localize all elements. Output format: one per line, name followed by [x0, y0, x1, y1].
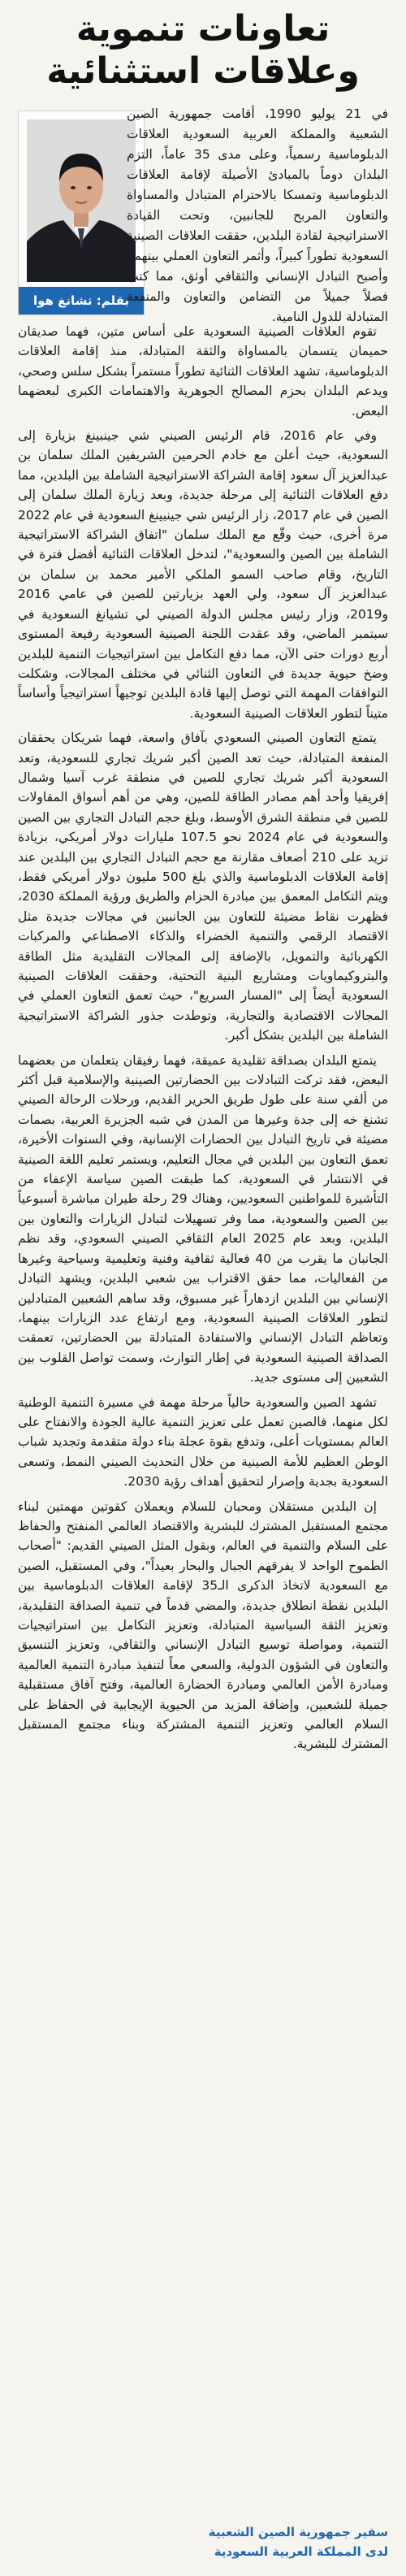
paragraph: يتمتع التعاون الصيني السعودي بآفاق واسعة، فهما شريكان يحققان المنفعة المتبادلة، حيث تعد الصين أكبر شريك تجاري للسعودية، وتعد السعودية أكبر شريك تجاري للصين في منطقة غرب آسيا وشمال إفريقيا وأحد أهم مصادر الطاقة للصين، وهي من أهم أسواق المقاولات للصين في منطقة الشرق الأوسط، وبلغ حجم التبادل التجاري بين الصين والسعودية في عام 2024 نحو 107.5 مليارات دولار أمريكي، بزيادة تزيد على 210 أضعاف مقارنة مع حجم التبادل التجاري بين البلدين عند إقامة العلاقات الدبلوماسية والذي بلغ 500 مليون دولار أمريكي فقط، ويتم التكامل المعمق بين مبادرة الحزام والطريق ورؤية المملكة 2030، فظهرت نقاط مضيئة للتعاون بين الجانبين في مجالات جديدة مثل الاقتصاد الرقمي والتنمية الخضراء والذكاء الاصطناعي والمركبات الكهربائية والتمويل، بالإضافة إلى المجالات التقليدية مثل الطاقة والبتروكيماويات ومشاريع البنية التحتية، وحققت العلاقات الصينية السعودية أيضاً إلى "المسار السريع"، حيث تعمق التعاون العملي في المجالات الاقتصادية والتجارية، وتوطدت جذور الشراكة الاستراتيجية الشاملة بين البلدين بشكل أكبر.	[18, 731, 389, 1043]
article-top	[18, 104, 388, 322]
signature-title: سفير جمهورية الصين الشعبية	[208, 2525, 388, 2539]
paragraph: يتمتع البلدان بصداقة تقليدية عميقة، فهما رفيقان يتعلمان من بعضهما البعض، فقد تركت التبادلات بين الحضارتين الصينية والإسلامية قبل أكثر من ألفي سنة على طول طريق الحرير القديم، ورحلات الرحالة الصيني تشنغ خه إلى جدة وغيرها من المدن في شبه الجزيرة العربية، بصمات مضيئة في تاريخ التبادل بين الحضارات الإنسانية، وفي السنوات الأخيرة، تعمق التعاون بين البلدين في مجال التعليم، ويستمر تعليم اللغة الصينية في الانتشار في السعودية، كما طبقت الصين سياسة الإعفاء من التأشيرة للمواطنين السعوديين، وهناك 29 رحلة طيران مباشرة أسبوعياً بين الصين والسعودية، مما وفر تسهيلات لتبادل الزيارات والتعاون بين البلدين، وبعد عام 2025 العام الثقافي الصيني السعودي، وقد نظم الجانبان ما يقرب من 40 فعالية ثقافية وفنية وتعليمية وسياحية وغيرها من الفعاليات، مما حقق الاقتراب بين شعبي البلدين، ويشهد التبادل الإنساني بين البلدين ازدهاراً غير مسبوق، وقد ساهم الشعبين المتبادلين لتطور العلاقات الصينية السعودية، ومع ارتفاع عدد الزيارات بينهما، وتعاظم التبادل الإنساني والاستفادة المتبادلة بين الحضارتين، تعمقت الصداقة الصينية السعودية في إطار التوارث، وسمت تواصل القلوب بين الشعبين إلى مستوى جديد.	[18, 1052, 388, 1386]
headline-line-1: تعاونات تنموية	[76, 8, 330, 50]
paragraph: إن البلدين مستقلان ومحبان للسلام ويعملان كقوتين مهمتين لبناء مجتمع المستقبل المشترك للبشرية والاقتصاد العالمي المنفتح والحفاظ على السلام والتنمية في العالم، وبقول المثل الصيني القديم: "أصحاب الطموح الواحد لا يفرقهم الجبال والبحار بعيداً"، وفي المستقبل، الصين مع السعودية لاتخاذ الذكرى الـ35 لإقامة العلاقات الدبلوماسية بين البلدين نقطة انطلاق جديدة، والمضي قدماً في تنمية الصداقة التقليدية، وتعزيز الثقة السياسية المتبادلة، وتعزيز التكامل بين استراتيجيات التنمية، ومواصلة توسيع التبادل الإنساني والثقافي، وتعزيز التنسيق والتعاون في الشؤون الدولية، والسعي معاً لتنفيذ مبادرة التنمية العالمية ومبادرة الأمن العالمي ومبادرة الحضارة العالمية، وفتح آفاق مستقبلية جميلة للشعبين، وإضافة المزيد من الحيوية الإيجابية في الحفاظ على السلام العالمي وتعزيز التنمية المشتركة وبناء مجتمع المستقبل المشترك للبشرية.	[18, 1498, 388, 1752]
author-signature	[209, 2522, 388, 2561]
article-headline	[18, 0, 388, 93]
author-photo-box	[18, 111, 145, 315]
byline-bar: بقلم: تشانغ هوا	[19, 287, 144, 314]
paragraph: تشهد الصين والسعودية حالياً مرحلة مهمة في مسيرة التنمية الوطنية لكل منهما، فالصين تعمل على تعزيز التنمية عالية الجودة والانفتاح على العالم بمستويات أعلى، وتدفع بقوة عجلة بناء دولة متقدمة وتجديد شباب الوطن العظيم للأمة الصينية من خلال التحديث الصيني النمط، وتسعى السعودية بجدية وإصرار لتحقيق أهداف رؤية 2030.	[18, 1394, 388, 1490]
paragraph: تقوم العلاقات الصينية السعودية على أساس متين، فهما صديقان حميمان يتسمان بالمساواة والثقة المتبادلة، منذ إقامة العلاقات الدبلوماسية، تشهد العلاقات الثنائية تطوراً مستمراً بشكل سلس وصحي، ويدعم البلدان بحزم المصالح الجوهرية والاهتمامات الكبرى لبعضهما البعض.	[18, 324, 388, 418]
author-portrait-image	[27, 119, 136, 282]
headline-line-2: وعلاقات استثنائية	[46, 50, 360, 92]
signature-country: لدى المملكة العربية السعودية	[214, 2544, 388, 2559]
article-body	[18, 322, 388, 1754]
paragraph-intro: في 21 يوليو 1990، أقامت جمهورية الصين الشعبية والمملكة العربية السعودية العلاقات الدبلوماسية رسمياً، وعلى مدى 35 عاماً، التزم البلدان دوماً بالمبادئ الأصيلة لإقامة العلاقات الدبلوماسية وتمسكا بالاحترام المتبادل والمساواة والتعاون المربح للجانبين، وتحت القيادة الاستراتيجية لقادة البلدين، حققت العلاقات الصينية السعودية تطوراً كبيراً، وأثمر التعاون العملي بينهما، وأصبح التبادل الإنساني والثقافي أوثق، مما كتب فصلاً جميلاً من التضامن والتعاون والمنفعة المتبادلة للدول النامية.	[127, 106, 388, 324]
author-photo	[27, 119, 136, 282]
paragraph: وفي عام 2016، قام الرئيس الصيني شي جينبينغ بزيارة إلى السعودية، حيث أعلن مع خادم الحرمين الشريفين الملك سلمان بن عبدالعزيز آل سعود إقامة الشراكة الاستراتيجية الشاملة بين البلدين، مما دفع العلاقات الثنائية إلى مرحلة جديدة، وبعد زيارة الملك سلمان إلى الصين في عام 2017، زار الرئيس شي جينبينغ السعودية في عام 2022 مرة أخرى، حيث وقّع مع الملك سلمان "اتفاق الشراكة الاستراتيجية الشاملة بين الصين والسعودية"، لتدخل العلاقات الثنائية أفضل فترة في التاريخ، وقام صاحب السمو الملكي الأمير محمد بن سلمان بن عبدالعزيز آل سعود، ولي العهد بزيارتين للصين في عامي 2016 و2019، وزار رئيس مجلس الدولة الصيني لي تشيانغ السعودية في سبتمبر الماضي، وقد عقدت اللجنة الصينية السعودية رفيعة المستوى أربع دورات حتى الآن، مما دفع التكامل بين استراتيجيات التنمية للبلدين وضخ حيوية جديدة في التعاون الثنائي في مختلف المجالات، وشكلت التوافقات المهمة التي توصل إليها قادة البلدين توجيهاً استراتيجياً وأساساً متيناً لتطور العلاقات الصينية السعودية.	[18, 428, 389, 721]
